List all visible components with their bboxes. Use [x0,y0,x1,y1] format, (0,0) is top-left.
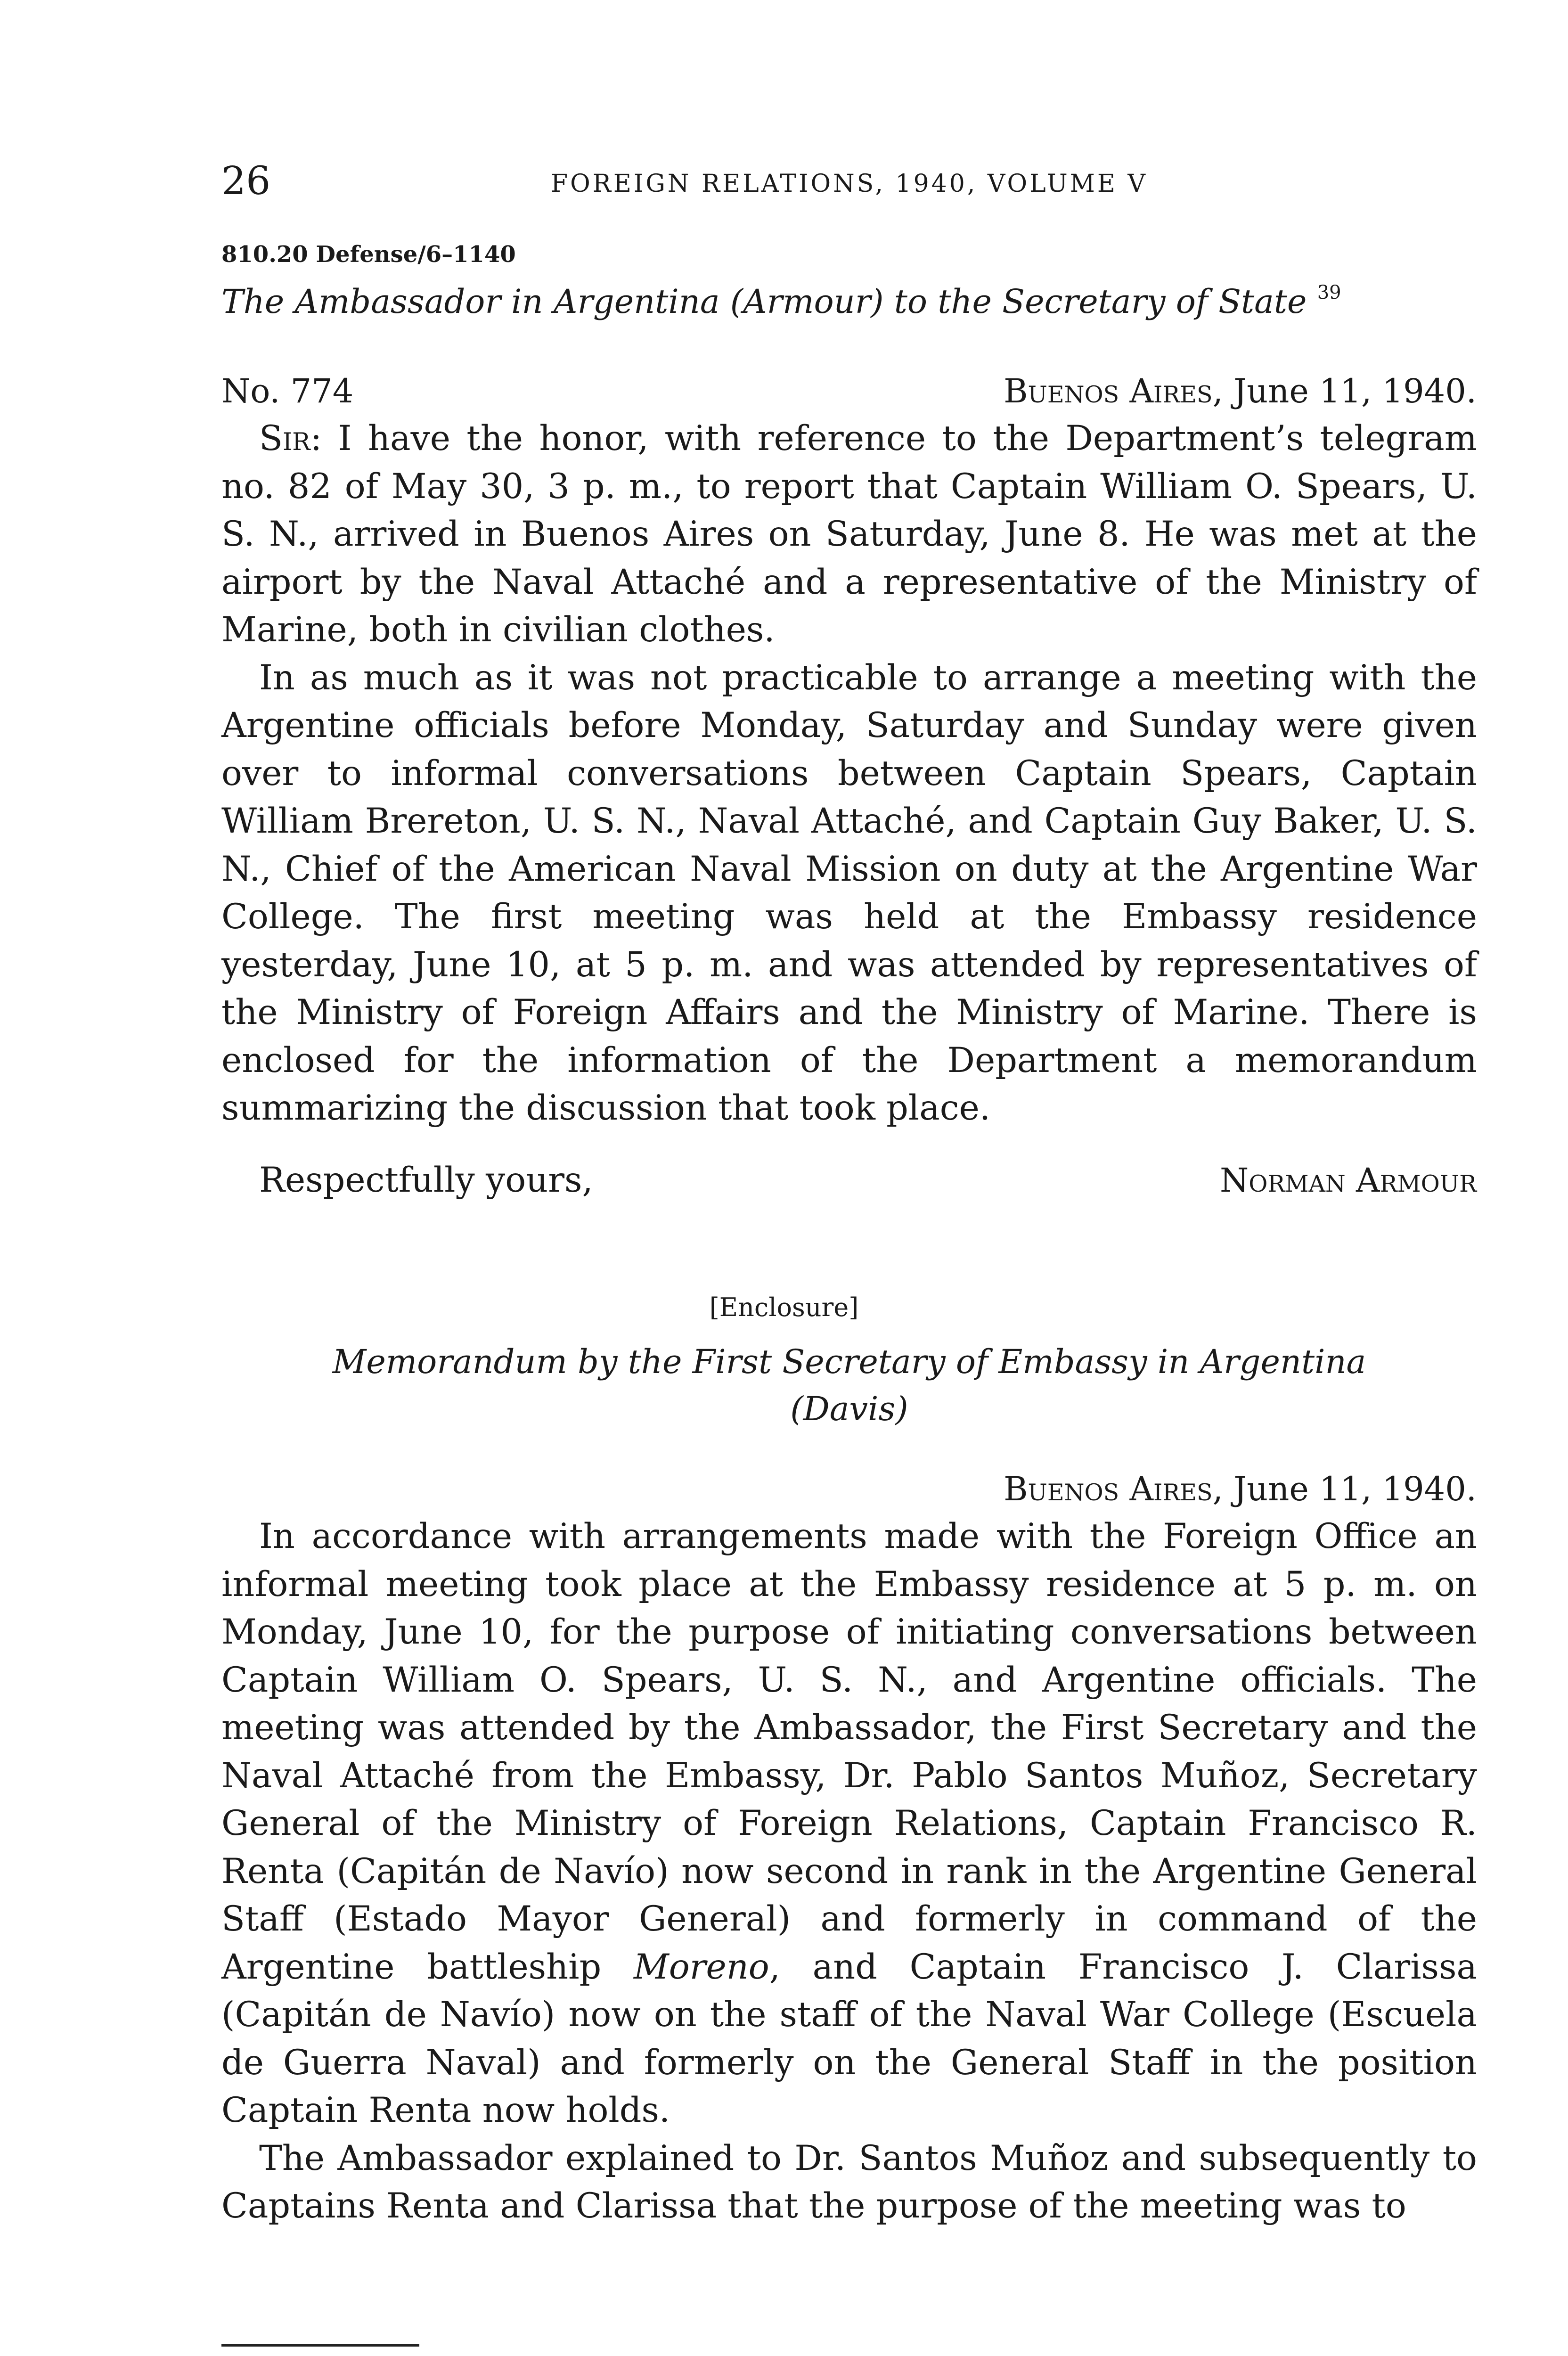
memorandum-body [221,1513,1477,2230]
footnote-divider [221,2344,419,2347]
closing: Respectfully yours, [259,1160,593,1200]
file-number: 810.20 Defense/6–1140 [221,241,516,268]
salutation: Sir [259,418,310,458]
running-head: FOREIGN RELATIONS, 1940, VOLUME V [551,170,1148,198]
memorandum-title [221,1338,1477,1432]
letter-paragraph: In as much as it was not practicable to arrange a meeting with the Argentine officials before Monday, Saturday and Sunday were given over to informal conversations between Captain Spears, Captain William Brereton, U. S. N., Naval Attaché, and Captain Guy Baker, U. S. N., Chief of the American Naval Mission on duty at the Argentine War College. The first meeting was held at the Embassy residence yesterday, June 10, at 5 p. m. and was attended by representatives of the Ministry of Foreign Affairs and the Ministry of Marine. There is enclosed for the information of the Department a memorandum summarizing the discussion that took place. [221,657,1477,1128]
document-title-text: The Ambassador in Argentina (Armour) to the Secretary of State [221,282,1307,321]
memorandum-title-line: (Davis) [790,1390,908,1428]
document-number: No. 774 [221,372,354,410]
ship-name: Moreno [633,1947,769,1987]
document-place: Buenos Aires [1004,372,1213,410]
page-header [221,158,1477,205]
signature: Norman Armour [1220,1161,1477,1200]
memorandum-title-line: Memorandum by the First Secretary of Embassy in Argentina [332,1342,1366,1381]
memorandum-date: , June 11, 1940. [1212,1470,1477,1508]
letter-body [221,415,1477,1132]
memorandum-paragraph: The Ambassador explained to Dr. Santos Muñoz and subsequently to Captains Renta and Clarissa that the purpose of the meeting was to [221,2138,1477,2226]
title-footnote-ref: 39 [1317,282,1341,303]
document-date: , June 11, 1940. [1212,372,1477,410]
enclosure-label: [Enclosure] [709,1293,859,1322]
memorandum-text: In accordance with arrangements made with the Foreign Office an informal meeting took place at the Embassy residence at 5 p. m. on Monday, June 10, for the purpose of initiating conversations between Captain William O. Spears, U. S. N., and Argentine officials. The meeting was attended by the Ambassador, the First Secretary and the Naval Attaché from the Embassy, Dr. Pablo Santos Muñoz, Secretary General of the Ministry of Foreign Relations, Captain Francisco R. Renta (Capitán de Navío) now second in rank in the Argentine General Staff (Estado Mayor General) and formerly in command of the Argentine battleship [221,1516,1477,1987]
memorandum-place-date [1004,1465,1477,1513]
document-title [221,278,1341,325]
memorandum-place: Buenos Aires [1004,1470,1213,1508]
letter-paragraph-text: : I have the honor, with reference to the Department’s telegram no. 82 of May 30, 3 p. m., to report that Captain William O. Spears, U. S. N., arrived in Buenos Aires on Saturday, June 8. He was met at the airport by the Naval Attaché and a representative of the Ministry of Marine, both in civilian clothes. [221,418,1477,650]
memorandum-paragraph [221,1513,1477,2135]
document-place-date [1004,368,1477,415]
page-number: 26 [221,159,271,204]
memorandum-text: , and Captain Francisco J. Clarissa (Capitán de Navío) now on the staff of the Naval War College (Escuela de Guerra Naval) and formerly on the General Staff in the position Captain Renta now holds. [221,1947,1477,2130]
letter-paragraph [221,415,1477,654]
